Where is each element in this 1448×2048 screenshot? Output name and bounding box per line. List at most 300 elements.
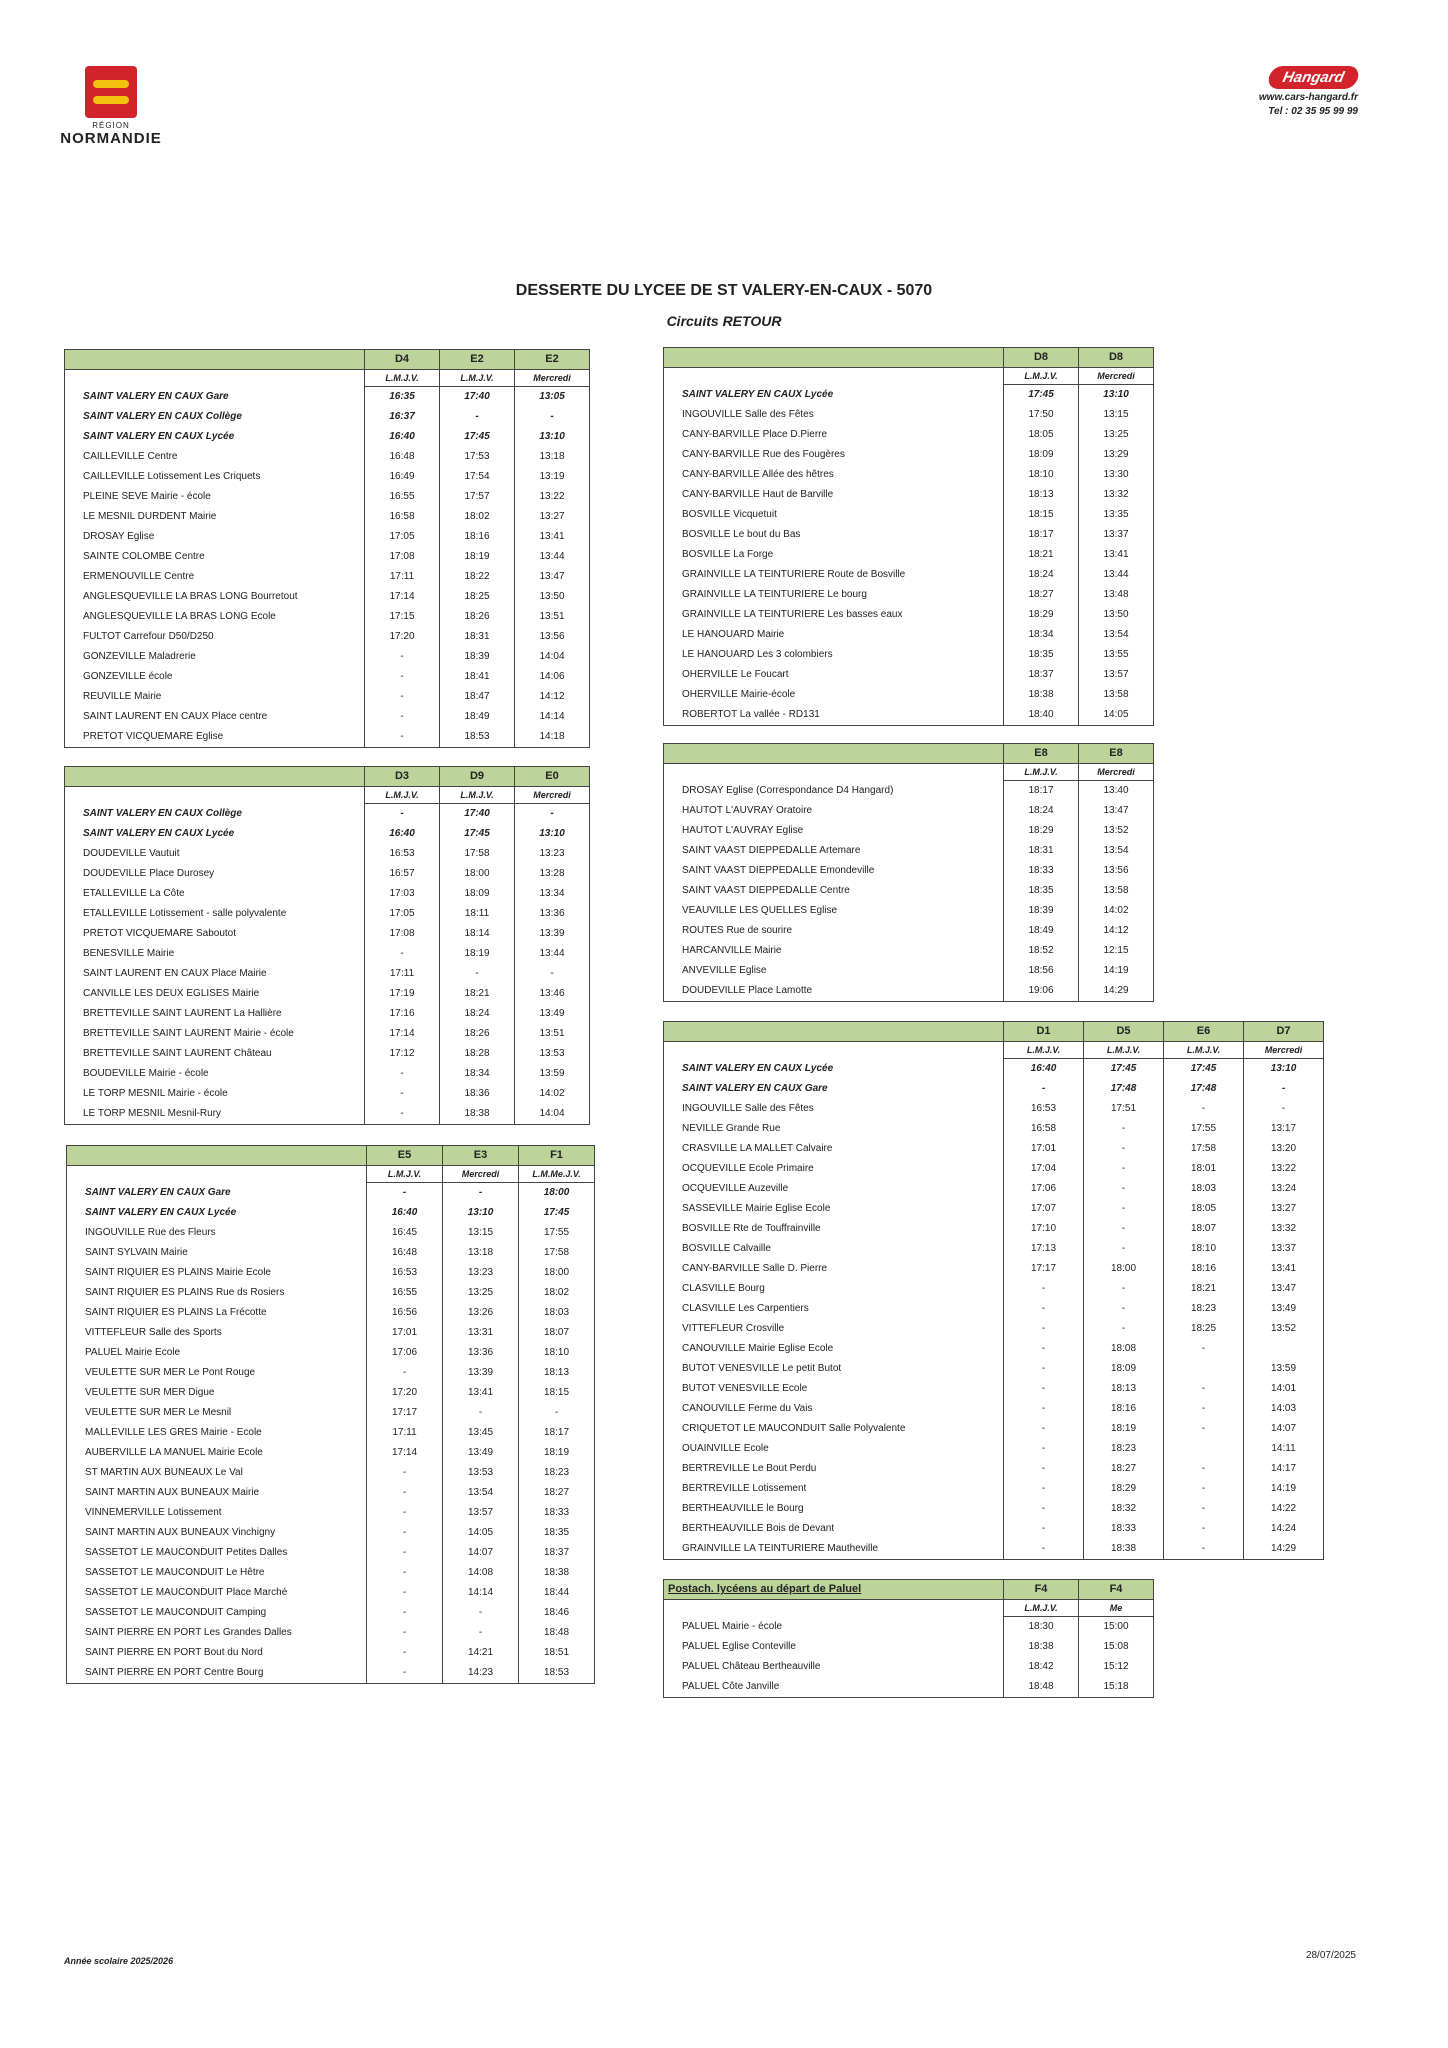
departure-time: 18:24 [440, 1004, 515, 1024]
table-row [664, 1139, 1324, 1159]
stop-name: CLASVILLE Bourg [682, 1283, 765, 1294]
departure-time: 13:26 [443, 1303, 519, 1323]
operating-days: L.M.J.V. [365, 787, 440, 804]
table-row [664, 801, 1154, 821]
departure-time: 18:19 [519, 1443, 595, 1463]
departure-time: 17:54 [440, 467, 515, 487]
table-row [664, 685, 1154, 705]
departure-time: 13:24 [1244, 1179, 1324, 1199]
departure-time: 18:31 [440, 627, 515, 647]
departure-time: 13:44 [515, 547, 590, 567]
stop-name: LE MESNIL DURDENT Mairie [83, 511, 217, 522]
departure-time: - [1004, 1539, 1084, 1560]
departure-time: 13:15 [1079, 405, 1154, 425]
departure-time: 18:07 [519, 1323, 595, 1343]
stop-name: GRAINVILLE LA TEINTURIERE Route de Bosville [682, 569, 906, 580]
stop-name: VITTEFLEUR Crosville [682, 1323, 785, 1334]
table-row [67, 1283, 595, 1303]
departure-time: 13:15 [443, 1223, 519, 1243]
table-row [67, 1623, 595, 1643]
departure-time: 18:23 [1164, 1299, 1244, 1319]
departure-time: 13:41 [1244, 1259, 1324, 1279]
table-row [65, 427, 590, 447]
departure-time: - [1084, 1319, 1164, 1339]
table-row [664, 901, 1154, 921]
circuit-code: E5 [367, 1146, 443, 1166]
departure-time: - [1164, 1379, 1244, 1399]
departure-time: 16:40 [365, 824, 440, 844]
departure-time: - [367, 1623, 443, 1643]
stop-name: MALLEVILLE LES GRES Mairie - Ecole [85, 1427, 262, 1438]
table-row [664, 1279, 1324, 1299]
departure-time: 13:17 [1244, 1119, 1324, 1139]
header-spacer [65, 767, 365, 787]
stop-name: CANOUVILLE Ferme du Vais [682, 1403, 813, 1414]
stop-name: SAINT VAAST DIEPPEDALLE Artemare [682, 845, 861, 856]
stop-name: SAINT VALERY EN CAUX Lycée [85, 1207, 237, 1218]
table-row [664, 1199, 1324, 1219]
departure-time: - [1004, 1279, 1084, 1299]
table-row [65, 1044, 590, 1064]
departure-time: 18:38 [519, 1563, 595, 1583]
table-row [65, 647, 590, 667]
hangard-url[interactable]: www.cars-hangard.fr [1258, 92, 1358, 103]
table-row [67, 1503, 595, 1523]
stop-name: CANY-BARVILLE Haut de Barville [682, 489, 834, 500]
departure-time: 18:25 [440, 587, 515, 607]
stop-name: PRETOT VICQUEMARE Eglise [83, 731, 224, 742]
departure-time: - [367, 1543, 443, 1563]
departure-time: 18:48 [1004, 1677, 1079, 1698]
circuit-code: E3 [443, 1146, 519, 1166]
table-row [67, 1183, 595, 1204]
departure-time: 13:22 [515, 487, 590, 507]
stop-name: SASSETOT LE MAUCONDUIT Camping [85, 1607, 267, 1618]
departure-time: 17:58 [519, 1243, 595, 1263]
operating-days: Mercredi [1244, 1042, 1324, 1059]
table-row [65, 567, 590, 587]
stop-name: SAINT VALERY EN CAUX Gare [85, 1186, 231, 1198]
stop-name: BOSVILLE Vicquetuit [682, 509, 777, 520]
departure-time: 13:56 [515, 627, 590, 647]
departure-time: 13:23 [443, 1263, 519, 1283]
departure-time: - [367, 1583, 443, 1603]
stop-name: GONZEVILLE Maladrerie [83, 651, 196, 662]
header-spacer [65, 350, 365, 370]
departure-time: - [367, 1523, 443, 1543]
stop-name: SAINT SYLVAIN Mairie [85, 1247, 188, 1258]
departure-time: - [367, 1483, 443, 1503]
departure-time: - [367, 1183, 443, 1204]
departure-time: 18:42 [1004, 1657, 1079, 1677]
table-row [67, 1263, 595, 1283]
departure-time: 15:12 [1079, 1657, 1154, 1677]
normandie-shield-icon [85, 66, 137, 118]
stop-name: OCQUEVILLE Auzeville [682, 1183, 789, 1194]
departure-time: 18:53 [519, 1663, 595, 1684]
stop-name: INGOUVILLE Salle des Fêtes [682, 1103, 814, 1114]
departure-time: 13:37 [1244, 1239, 1324, 1259]
departure-time: 13:54 [1079, 625, 1154, 645]
table-row [664, 781, 1154, 802]
table-row [65, 387, 590, 408]
departure-time: 13:58 [1079, 685, 1154, 705]
departure-time: 15:08 [1079, 1637, 1154, 1657]
departure-time: 14:18 [515, 727, 590, 748]
circuit-code: E6 [1164, 1022, 1244, 1042]
departure-time: 13:39 [443, 1363, 519, 1383]
stop-name: VEULETTE SUR MER Le Mesnil [85, 1407, 232, 1418]
table-row [65, 1064, 590, 1084]
table-row [65, 687, 590, 707]
departure-time: 18:49 [1004, 921, 1079, 941]
departure-time: 18:38 [440, 1104, 515, 1125]
departure-time: 18:14 [440, 924, 515, 944]
departure-time: 18:31 [1004, 841, 1079, 861]
departure-time: - [367, 1643, 443, 1663]
departure-time: 18:41 [440, 667, 515, 687]
table-row [67, 1343, 595, 1363]
departure-time: - [515, 407, 590, 427]
departure-time: 13:50 [515, 587, 590, 607]
stop-name: PALUEL Côte Janville [682, 1681, 780, 1692]
departure-time: 18:13 [1004, 485, 1079, 505]
departure-time: 18:24 [1004, 801, 1079, 821]
operating-days: L.M.J.V. [1164, 1042, 1244, 1059]
departure-time: 16:56 [367, 1303, 443, 1323]
timetable-e5-e3-f1 [66, 1145, 595, 1684]
departure-time: 18:09 [1004, 445, 1079, 465]
departure-time: 17:06 [1004, 1179, 1084, 1199]
departure-time: 14:12 [1079, 921, 1154, 941]
table-row [664, 645, 1154, 665]
stop-name: ROUTES Rue de sourire [682, 925, 793, 936]
stop-name: OCQUEVILLE Ecole Primaire [682, 1163, 814, 1174]
departure-time: 17:15 [365, 607, 440, 627]
stop-name: SAINT RIQUIER ES PLAINS Mairie Ecole [85, 1267, 271, 1278]
stop-name: BOUDEVILLE Mairie - école [83, 1068, 209, 1079]
stop-name: BOSVILLE Le bout du Bas [682, 529, 801, 540]
departure-time: - [1164, 1519, 1244, 1539]
departure-time: 16:45 [367, 1223, 443, 1243]
table-row [67, 1563, 595, 1583]
departure-time: 14:22 [1244, 1499, 1324, 1519]
departure-time: 17:45 [440, 427, 515, 447]
departure-time: 14:08 [443, 1563, 519, 1583]
table-row [664, 1637, 1154, 1657]
departure-time: 19:06 [1004, 981, 1079, 1002]
departure-time: 13:39 [515, 924, 590, 944]
school-year: Année scolaire 2025/2026 [64, 1956, 174, 1966]
departure-time: 14:06 [515, 667, 590, 687]
stop-name: BRETTEVILLE SAINT LAURENT Château [83, 1048, 272, 1059]
table-row [664, 841, 1154, 861]
table-row [664, 961, 1154, 981]
departure-time: 17:58 [440, 844, 515, 864]
departure-time: 14:02 [515, 1084, 590, 1104]
table-row [67, 1543, 595, 1563]
stop-name: ETALLEVILLE Lotissement - salle polyvalente [83, 908, 287, 919]
stop-name: VEAUVILLE LES QUELLES Eglise [682, 905, 838, 916]
circuit-header-row [664, 348, 1154, 368]
stop-name: PRETOT VICQUEMARE Saboutot [83, 928, 237, 939]
departure-time: 13:44 [515, 944, 590, 964]
departure-time: 18:10 [519, 1343, 595, 1363]
departure-time: 14:07 [1244, 1419, 1324, 1439]
table-row [67, 1323, 595, 1343]
days-row [664, 368, 1154, 385]
circuit-code: D3 [365, 767, 440, 787]
stop-name: CANY-BARVILLE Salle D. Pierre [682, 1263, 828, 1274]
table-row [67, 1583, 595, 1603]
departure-time: 17:01 [1004, 1139, 1084, 1159]
departure-time: - [1084, 1179, 1164, 1199]
stop-name: BERTREVILLE Lotissement [682, 1483, 807, 1494]
departure-time: 18:28 [440, 1044, 515, 1064]
departure-time: 18:38 [1004, 1637, 1079, 1657]
departure-time: 18:35 [519, 1523, 595, 1543]
table-row [65, 904, 590, 924]
departure-time: - [367, 1663, 443, 1684]
departure-time: 18:15 [1004, 505, 1079, 525]
departure-time: 13:49 [515, 1004, 590, 1024]
table-row [67, 1243, 595, 1263]
departure-time: 13:20 [1244, 1139, 1324, 1159]
departure-time: 14:29 [1079, 981, 1154, 1002]
departure-time: - [367, 1363, 443, 1383]
table-row [664, 881, 1154, 901]
departure-time: - [1244, 1079, 1324, 1099]
departure-time: - [365, 707, 440, 727]
departure-time: - [1004, 1299, 1084, 1319]
timetable-d4-e2 [64, 349, 590, 748]
departure-time: 17:20 [365, 627, 440, 647]
operating-days: L.M.J.V. [365, 370, 440, 387]
table-row [664, 1419, 1324, 1439]
departure-time: 18:21 [1004, 545, 1079, 565]
stop-name: PALUEL Eglise Conteville [682, 1641, 796, 1652]
circuit-code: D8 [1004, 348, 1079, 368]
departure-time: 18:22 [440, 567, 515, 587]
departure-time: 17:45 [1084, 1059, 1164, 1080]
logo-region-text: RÉGION [92, 121, 130, 130]
departure-time: 18:00 [519, 1263, 595, 1283]
departure-time: 18:01 [1164, 1159, 1244, 1179]
departure-time: - [365, 804, 440, 825]
table-row [67, 1603, 595, 1623]
stop-name: ETALLEVILLE La Côte [83, 888, 185, 899]
departure-time: 17:50 [1004, 405, 1079, 425]
table-row [664, 425, 1154, 445]
operating-days: L.M.Me.J.V. [519, 1166, 595, 1183]
table-row [664, 1439, 1324, 1459]
days-row [65, 787, 590, 804]
departure-time: - [365, 1084, 440, 1104]
departure-time: 18:48 [519, 1623, 595, 1643]
departure-time: - [1004, 1479, 1084, 1499]
departure-time: 13:40 [1079, 781, 1154, 802]
departure-time: 18:11 [440, 904, 515, 924]
stop-name: OHERVILLE Le Foucart [682, 669, 789, 680]
stop-name: SAINT VALERY EN CAUX Gare [83, 390, 229, 402]
departure-time: 18:23 [519, 1463, 595, 1483]
stop-name: SASSEVILLE Mairie Eglise Ecole [682, 1203, 831, 1214]
departure-time: - [1084, 1119, 1164, 1139]
departure-time: 14:24 [1244, 1519, 1324, 1539]
departure-time: 14:11 [1244, 1439, 1324, 1459]
departure-time: 18:35 [1004, 645, 1079, 665]
stop-name: VINNEMERVILLE Lotissement [85, 1507, 222, 1518]
departure-time: 13:57 [443, 1503, 519, 1523]
departure-time: 18:37 [1004, 665, 1079, 685]
table-row [65, 964, 590, 984]
departure-time: 17:07 [1004, 1199, 1084, 1219]
departure-time: 12:15 [1079, 941, 1154, 961]
stop-name: SAINTE COLOMBE Centre [83, 551, 205, 562]
departure-time: 18:56 [1004, 961, 1079, 981]
stop-name: SAINT VALERY EN CAUX Lycée [83, 431, 235, 442]
stop-name: SAINT VALERY EN CAUX Lycée [682, 1062, 834, 1074]
departure-time: - [1164, 1099, 1244, 1119]
stop-name: BOSVILLE Rte de Touffrainville [682, 1223, 821, 1234]
stop-name: AUBERVILLE LA MANUEL Mairie Ecole [85, 1447, 263, 1458]
departure-time: 13:50 [1079, 605, 1154, 625]
departure-time: 13:05 [515, 387, 590, 408]
departure-time: 18:34 [1004, 625, 1079, 645]
departure-time: 18:10 [1004, 465, 1079, 485]
timetable-d1-d5-e6-d7 [663, 1021, 1324, 1560]
stop-name: CLASVILLE Les Carpentiers [682, 1303, 809, 1314]
departure-time: 13:30 [1079, 465, 1154, 485]
table-row [65, 1084, 590, 1104]
departure-time: 18:03 [519, 1303, 595, 1323]
stop-name: SAINT VALERY EN CAUX Lycée [682, 388, 834, 400]
stop-name: OHERVILLE Mairie-école [682, 689, 796, 700]
header-spacer [67, 1146, 367, 1166]
circuit-header-row [664, 744, 1154, 764]
departure-time: 18:00 [440, 864, 515, 884]
stop-name: CANY-BARVILLE Place D.Pierre [682, 429, 828, 440]
table-row [67, 1663, 595, 1684]
departure-time: 18:33 [1084, 1519, 1164, 1539]
departure-time: 17:19 [365, 984, 440, 1004]
departure-time: 18:44 [519, 1583, 595, 1603]
stop-name: OUAINVILLE Ecole [682, 1443, 769, 1454]
departure-time: 13:54 [443, 1483, 519, 1503]
table-row [65, 547, 590, 567]
departure-time: 13:58 [1079, 881, 1154, 901]
departure-time: 18:49 [440, 707, 515, 727]
stop-name: SAINT MARTIN AUX BUNEAUX Vinchigny [85, 1527, 276, 1538]
departure-time: - [443, 1183, 519, 1204]
departure-time: 16:53 [1004, 1099, 1084, 1119]
days-row [65, 370, 590, 387]
operating-days: Mercredi [515, 787, 590, 804]
departure-time: 18:19 [1084, 1419, 1164, 1439]
table-row [664, 1299, 1324, 1319]
stop-name: REUVILLE Mairie [83, 691, 162, 702]
stop-name: SAINT VAAST DIEPPEDALLE Centre [682, 885, 850, 896]
table-row [664, 1239, 1324, 1259]
departure-time: - [367, 1463, 443, 1483]
departure-time: 18:33 [1004, 861, 1079, 881]
departure-time: - [1004, 1459, 1084, 1479]
departure-time: 13:46 [515, 984, 590, 1004]
stop-name: GRAINVILLE LA TEINTURIERE Les basses eaux [682, 609, 903, 620]
operating-days: Mercredi [1079, 368, 1154, 385]
stop-name: SAINT MARTIN AUX BUNEAUX Mairie [85, 1487, 260, 1498]
departure-time: - [1164, 1339, 1244, 1359]
circuit-code: D4 [365, 350, 440, 370]
stop-name: SAINT VAAST DIEPPEDALLE Emondeville [682, 865, 875, 876]
departure-time: - [1004, 1319, 1084, 1339]
table-row [67, 1463, 595, 1483]
departure-time: 17:20 [367, 1383, 443, 1403]
stop-name: BERTHEAUVILLE le Bourg [682, 1503, 804, 1514]
stop-name: VITTEFLEUR Salle des Sports [85, 1327, 222, 1338]
table-row [67, 1203, 595, 1223]
departure-time: - [365, 1064, 440, 1084]
table-heading: Postach. lycéens au départ de Paluel [664, 1580, 1004, 1600]
circuit-code: F1 [519, 1146, 595, 1166]
table-row [67, 1643, 595, 1663]
table-row [664, 921, 1154, 941]
stop-name: PLEINE SEVE Mairie - école [83, 491, 211, 502]
departure-time: 18:17 [1004, 781, 1079, 802]
departure-time: - [519, 1403, 595, 1423]
departure-time: - [367, 1563, 443, 1583]
departure-time: 18:35 [1004, 881, 1079, 901]
departure-time: 17:14 [365, 587, 440, 607]
operating-days: L.M.J.V. [440, 370, 515, 387]
stop-name: ANGLESQUEVILLE LA BRAS LONG Bourretout [83, 591, 298, 602]
departure-time: 18:51 [519, 1643, 595, 1663]
departure-time: 13:28 [515, 864, 590, 884]
departure-time: 18:27 [1004, 585, 1079, 605]
header-spacer [664, 744, 1004, 764]
table-row [664, 821, 1154, 841]
departure-time: 14:14 [443, 1583, 519, 1603]
days-spacer [65, 370, 365, 387]
stop-name: VEULETTE SUR MER Digue [85, 1387, 215, 1398]
departure-time: 14:05 [443, 1523, 519, 1543]
stop-name: DROSAY Eglise [83, 531, 155, 542]
table-row [67, 1523, 595, 1543]
departure-time: 13:27 [515, 507, 590, 527]
table-row [65, 667, 590, 687]
stop-name: PALUEL Château Bertheauville [682, 1661, 821, 1672]
departure-time: 17:13 [1004, 1239, 1084, 1259]
departure-time: - [365, 727, 440, 748]
stop-name: SAINT VALERY EN CAUX Collège [83, 411, 242, 422]
departure-time: 13:36 [515, 904, 590, 924]
departure-time: - [443, 1603, 519, 1623]
operating-days: Me [1079, 1600, 1154, 1617]
stop-name: CANVILLE LES DEUX EGLISES Mairie [83, 988, 260, 999]
departure-time: - [1084, 1159, 1164, 1179]
departure-time: 13:10 [515, 824, 590, 844]
table-row [664, 1499, 1324, 1519]
departure-time: - [365, 687, 440, 707]
departure-time: 14:19 [1244, 1479, 1324, 1499]
departure-time: 17:57 [440, 487, 515, 507]
departure-time: 17:05 [365, 904, 440, 924]
operating-days: L.M.J.V. [1084, 1042, 1164, 1059]
departure-time: - [1084, 1279, 1164, 1299]
departure-time: 17:12 [365, 1044, 440, 1064]
stop-name: CANY-BARVILLE Allée des hêtres [682, 469, 834, 480]
departure-time: - [1004, 1419, 1084, 1439]
